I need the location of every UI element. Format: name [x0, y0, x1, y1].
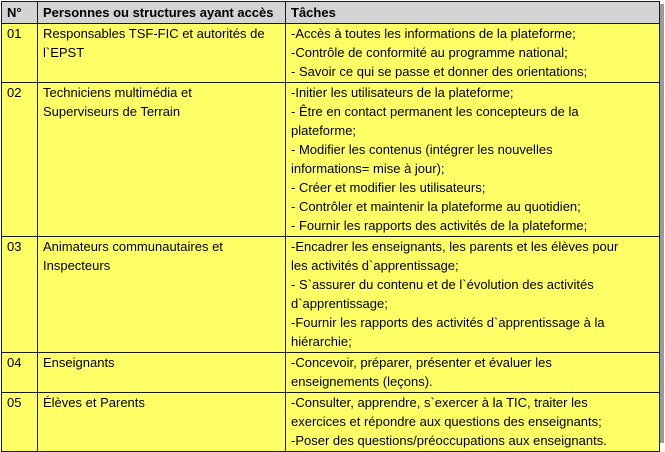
table-row — [2, 237, 660, 353]
who-line: Superviseurs de Terrain — [43, 104, 181, 119]
task-line: plateforme; — [291, 123, 357, 138]
row-number: 01 — [2, 24, 38, 83]
table-row — [2, 353, 660, 393]
header-who: Personnes ou structures ayant accès — [38, 2, 286, 24]
task-line: exercices et répondre aux questions des enseignants; — [291, 414, 602, 429]
access-roles-table — [1, 1, 660, 452]
who-line: Animateurs communautaires et — [43, 239, 223, 254]
row-tasks — [286, 83, 660, 237]
task-line: -Fournir les rapports des activités d`apprentissage à la — [291, 315, 605, 330]
task-line: - Fournir les rapports des activités de la plateforme; — [291, 218, 588, 233]
header-number: N° — [2, 2, 38, 24]
task-line: hiérarchie; — [291, 334, 352, 349]
task-line: - Modifier les contenus (intégrer les nouvelles — [291, 142, 553, 157]
task-line: enseignements (leçons). — [291, 374, 433, 389]
who-line: Inspecteurs — [43, 258, 111, 273]
row-number: 04 — [2, 353, 38, 393]
task-line: -Accès à toutes les informations de la plateforme; — [291, 26, 576, 41]
row-tasks — [286, 24, 660, 83]
table-row — [2, 24, 660, 83]
task-line: - Contrôler et maintenir la plateforme au quotidien; — [291, 199, 581, 214]
row-who — [38, 237, 286, 353]
table-header-row — [2, 2, 660, 24]
task-line: -Concevoir, préparer, présenter et évaluer les — [291, 355, 552, 370]
row-who — [38, 353, 286, 393]
task-line: -Contrôle de conformité au programme national; — [291, 45, 568, 60]
table-row — [2, 83, 660, 237]
task-line: - S`assurer du contenu et de l`évolution des activités — [291, 277, 594, 292]
task-line: -Poser des questions/préoccupations aux enseignants. — [291, 433, 607, 448]
task-line: - Être en contact permanent les concepteurs de la — [291, 104, 579, 119]
row-number: 05 — [2, 393, 38, 452]
task-line: informations= mise à jour); — [291, 161, 445, 176]
task-line: - Savoir ce qui se passe et donner des orientations; — [291, 64, 588, 79]
who-line: Responsables TSF-FIC et autorités de — [43, 26, 265, 41]
task-line: -Initier les utilisateurs de la plateforme; — [291, 85, 514, 100]
table-row — [2, 393, 660, 452]
who-line: Élèves et Parents — [43, 395, 145, 410]
who-line: l`EPST — [43, 45, 85, 60]
table-shadow-right — [660, 4, 664, 442]
row-number: 02 — [2, 83, 38, 237]
row-tasks — [286, 237, 660, 353]
who-line: Techniciens multimédia et — [43, 85, 192, 100]
row-who — [38, 83, 286, 237]
header-tasks: Tâches — [286, 2, 660, 24]
task-line: les activités d`apprentissage; — [291, 258, 459, 273]
row-tasks — [286, 393, 660, 452]
task-line: -Encadrer les enseignants, les parents et les élèves pour — [291, 239, 619, 254]
task-line: -Consulter, apprendre, s`exercer à la TIC, traiter les — [291, 395, 588, 410]
row-who — [38, 24, 286, 83]
row-number: 03 — [2, 237, 38, 353]
task-line: - Créer et modifier les utilisateurs; — [291, 180, 486, 195]
who-line: Enseignants — [43, 355, 115, 370]
row-tasks — [286, 353, 660, 393]
task-line: d`apprentissage; — [291, 296, 388, 311]
row-who — [38, 393, 286, 452]
